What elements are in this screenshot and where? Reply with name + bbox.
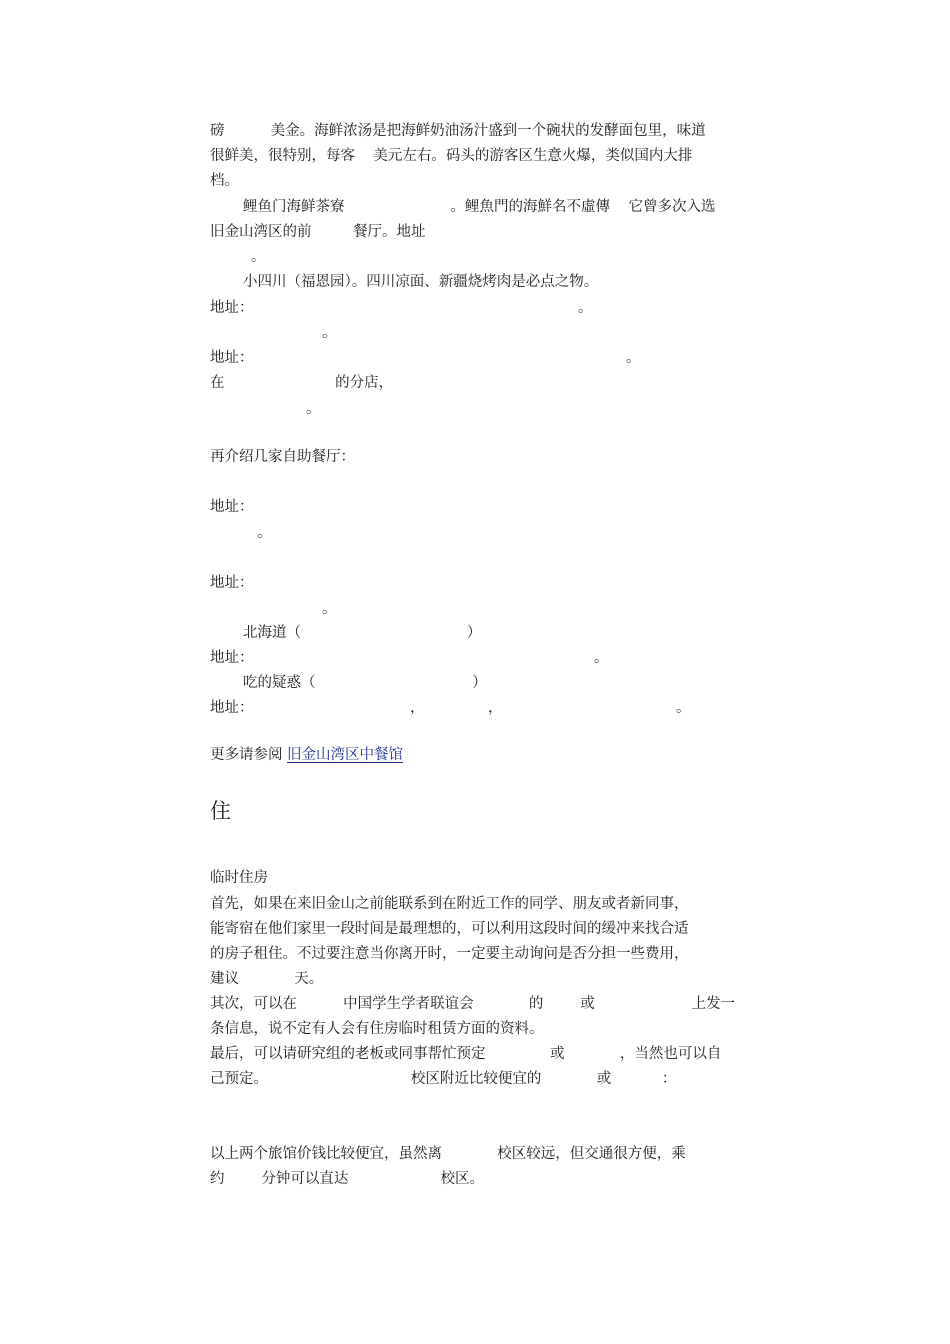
text-line: ， (488, 700, 503, 716)
text-line: 鲤鱼门海鲜茶寮 。鲤魚門的海鮮名不虛傳 它曾多次入选 (243, 199, 716, 215)
text-line: 约 分钟可以直达 校区。 (210, 1171, 485, 1187)
text-line: 。 (578, 300, 593, 316)
text-line: 地址： (210, 499, 254, 515)
text-line: 。 (251, 249, 266, 265)
text-line: 地址： (210, 700, 254, 716)
text-line: 再介绍几家自助餐厅： (210, 449, 355, 465)
text-line: 。 (257, 525, 272, 541)
text-line: 旧金山湾区的前 餐厅。地址 (210, 224, 426, 240)
text-line: 地址： (210, 650, 254, 666)
text-line: 其次，可以在 中国学生学者联谊会 的 或 上发一 (210, 996, 736, 1012)
text-line: 吃的疑惑（ ） (243, 675, 487, 691)
text-line: 地址： (210, 575, 254, 591)
text-line: 最后，可以请研究组的老板或同事帮忙预定 或 ，当然也可以自 (210, 1046, 722, 1062)
restaurant-guide-link[interactable]: 旧金山湾区中餐馆 (287, 747, 403, 763)
text-line: 。 (594, 650, 609, 666)
text-line: 建议 天。 (210, 971, 324, 987)
text-line: 更多请参阅 (210, 747, 283, 763)
text-line: 很鲜美，很特别，每客 美元左右。码头的游客区生意火爆，类似国内大排 (210, 148, 693, 164)
text-line: 在 的分店， (210, 375, 394, 391)
section-heading: 住 (210, 799, 231, 823)
text-line: 北海道（ ） (243, 625, 482, 641)
text-line: 。 (676, 700, 691, 716)
text-line: 地址： (210, 350, 254, 366)
text-line: 档。 (210, 173, 239, 189)
text-line: 条信息，说不定有人会有住房临时租赁方面的资料。 (210, 1021, 544, 1037)
text-line: 首先，如果在来旧金山之前能联系到在附近工作的同学、朋友或者新同事， (210, 896, 689, 912)
text-line: 能寄宿在他们家里一段时间是最理想的，可以利用这段时间的缓冲来找合适 (210, 921, 689, 937)
text-line: 。 (322, 601, 337, 617)
subheading: 临时住房 (210, 870, 268, 886)
text-line: 地址： (210, 300, 254, 316)
text-line: 以上两个旅馆价钱比较便宜，虽然离 校区较远，但交通很方便，乘 (210, 1146, 686, 1162)
text-line: 。 (626, 350, 641, 366)
text-line: 。 (306, 401, 321, 417)
text-line: ， (410, 700, 425, 716)
text-line: 磅 美金。海鲜浓汤是把海鲜奶油汤汁盛到一个碗状的发酵面包里，味道 (210, 123, 706, 139)
text-line: 的房子租住。不过要注意当你离开时，一定要主动询问是否分担一些费用， (210, 946, 689, 962)
text-line: 小四川（福恩园）。四川凉面、新疆烧烤肉是必点之物。 (243, 274, 599, 290)
text-line: 己预定。 校区附近比较便宜的 或 ： (210, 1071, 677, 1087)
text-line: 。 (322, 325, 337, 341)
